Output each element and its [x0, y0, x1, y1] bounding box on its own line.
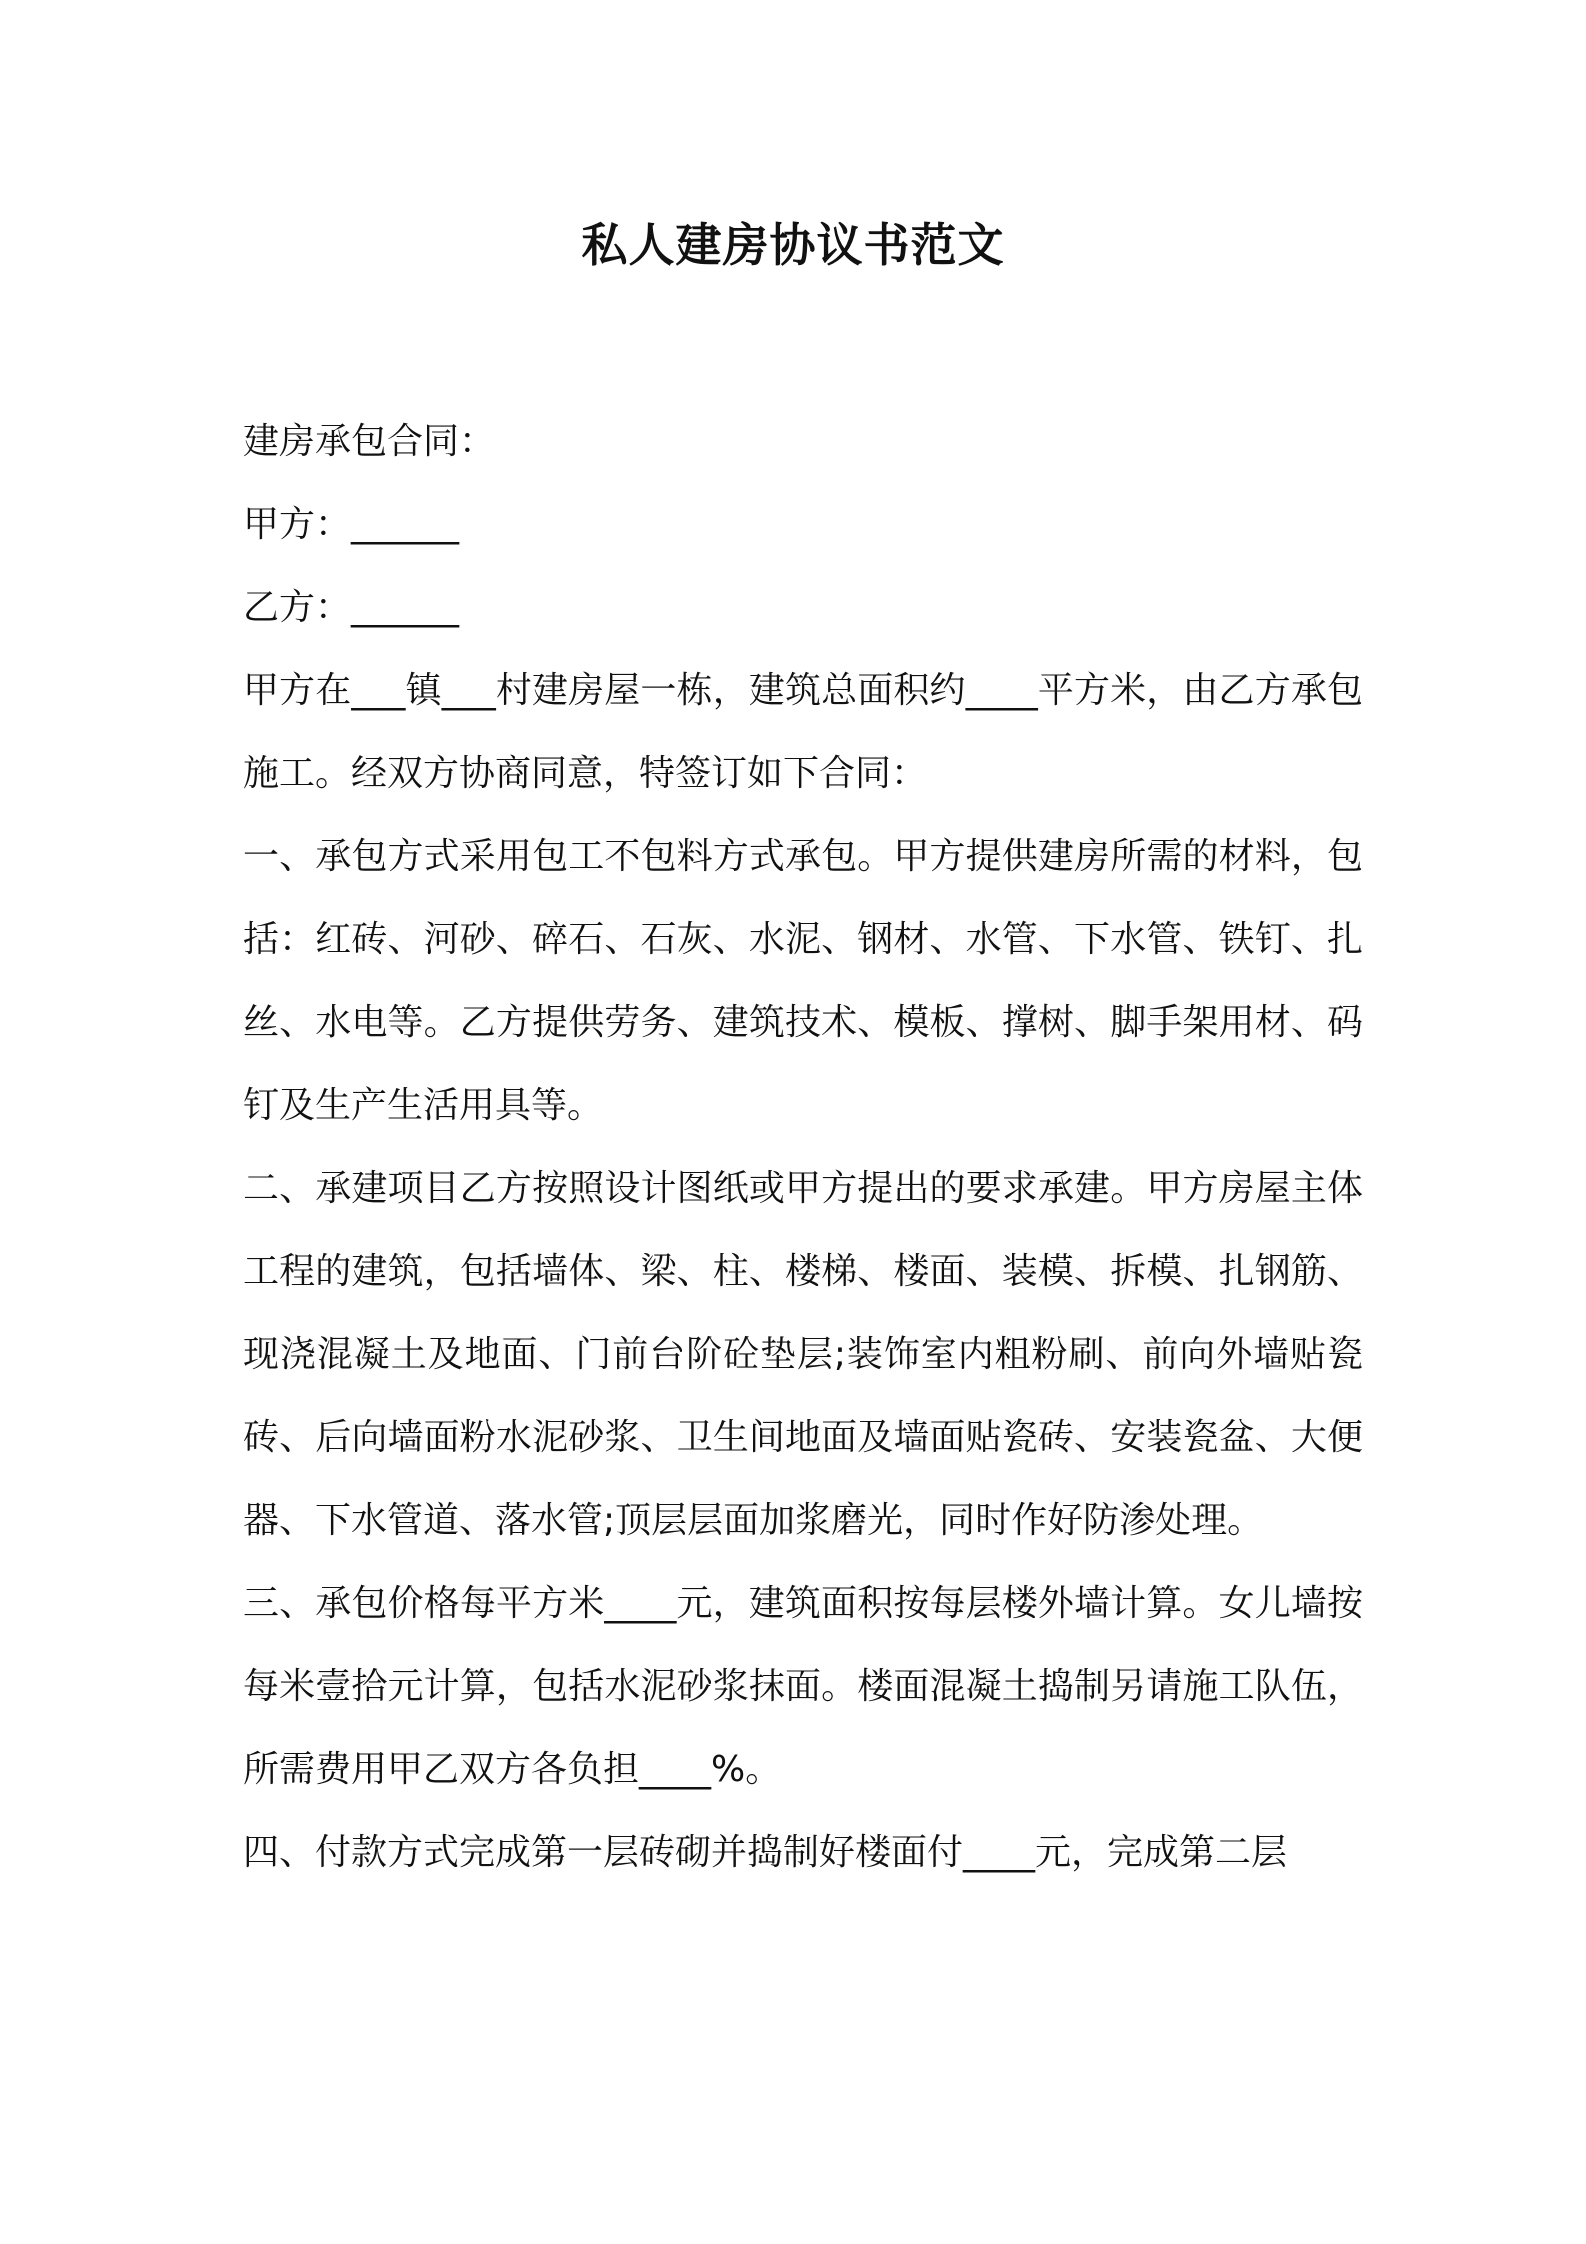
party-a-line: 甲方：______ [243, 504, 460, 545]
clause-1-paragraph: 一、承包方式采用包工不包料方式承包。甲方提供建房所需的材料，包括：红砖、河砂、碎石、石灰、水泥、钢材、水管、下水管、铁钉、扎丝、水电等。乙方提供劳务、建筑技术、模板、撑树、脚手架用材、码钉及生产生活用具等。 [243, 836, 1363, 1126]
contract-heading: 建房承包合同： [243, 421, 496, 462]
document-title: 私人建房协议书范文 [581, 218, 1005, 272]
clause-2-paragraph: 二、承建项目乙方按照设计图纸或甲方提出的要求承建。甲方房屋主体工程的建筑，包括墙体、梁、柱、楼梯、楼面、装模、拆模、扎钢筋、现浇混凝土及地面、门前台阶砼垫层;装饰室内粗粉刷、前向外墙贴瓷砖、后向墙面粉水泥砂浆、卫生间地面及墙面贴瓷砖、安装瓷盆、大便器、下水管道、落水管;顶层层面加浆磨光，同时作好防渗处理。 [243, 1168, 1363, 1541]
clause-4-paragraph: 四、付款方式完成第一层砖砌并捣制好楼面付____元，完成第二层 [243, 1832, 1288, 1873]
clause-3-paragraph: 三、承包价格每平方米____元，建筑面积按每层楼外墙计算。女儿墙按每米壹拾元计算，包括水泥砂浆抹面。楼面混凝土捣制另请施工队伍，所需费用甲乙双方各负担____%。 [243, 1583, 1363, 1790]
document-body [243, 400, 1363, 1894]
party-b-line: 乙方：______ [243, 587, 460, 628]
intro-paragraph: 甲方在___镇___村建房屋一栋，建筑总面积约____平方米，由乙方承包施工。经双方协商同意，特签订如下合同： [243, 670, 1363, 794]
